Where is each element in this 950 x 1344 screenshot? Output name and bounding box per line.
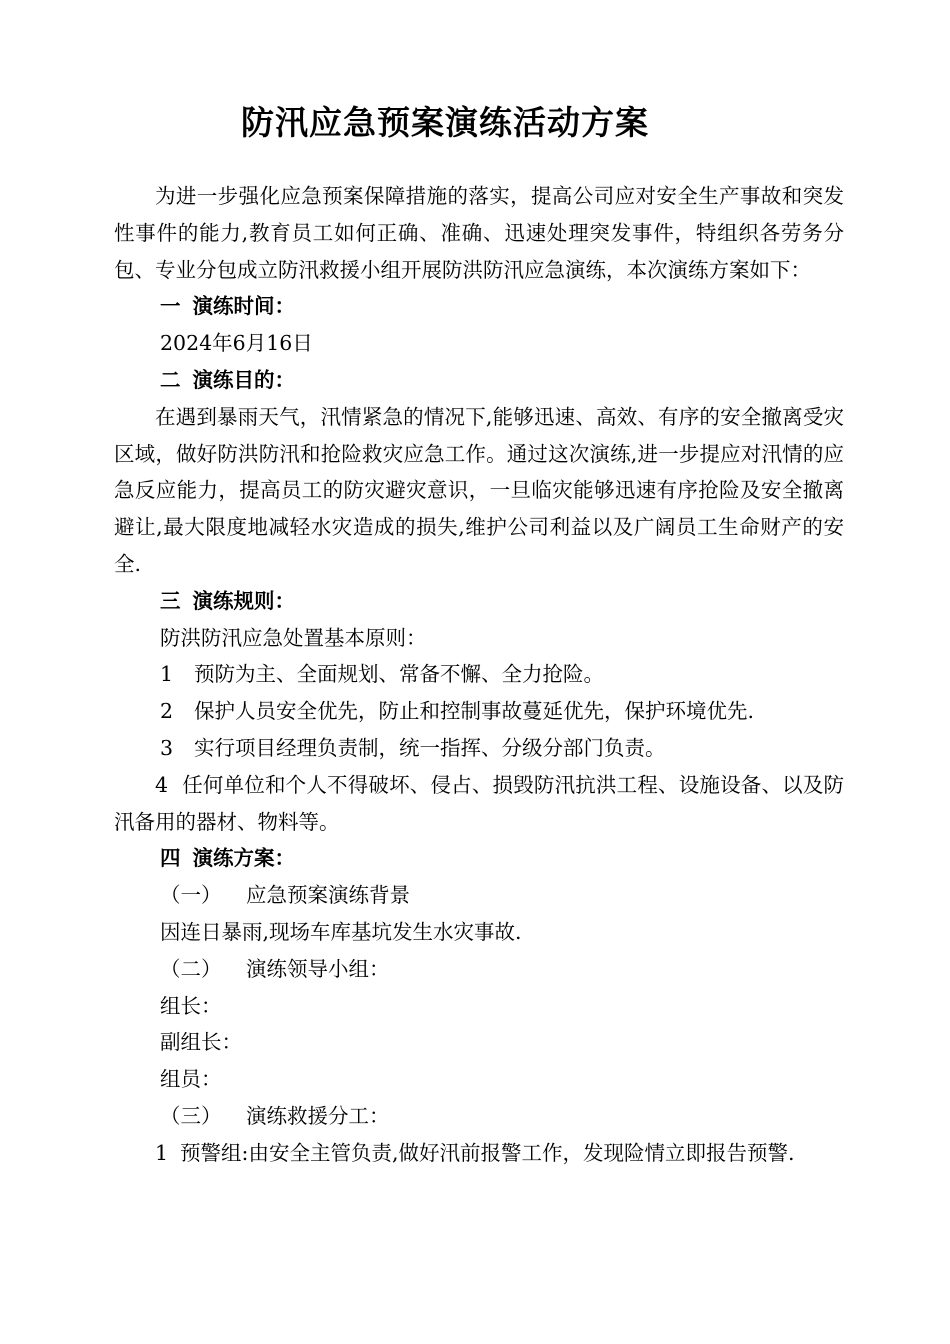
rescue-item <box>114 1135 844 1172</box>
drill-background: 因连日暴雨,现场车库基坑发生水灾事故. <box>160 919 522 944</box>
subsection-1-title: 应急预案演练背景 <box>246 883 410 908</box>
rule-text: 预防为主、全面规划、常备不懈、全力抢险。 <box>194 662 604 687</box>
rule-text: 实行项目经理负责制，统一指挥、分级分部门负责。 <box>194 735 666 760</box>
section-1-number: 一 <box>160 294 181 319</box>
subsection-2-number: （二） <box>160 956 222 981</box>
document-body <box>114 178 844 1172</box>
rule-number: 3 <box>160 735 174 760</box>
section-4-number: 四 <box>160 846 181 871</box>
section-2-title: 演练目的： <box>192 367 295 392</box>
section-3-number: 三 <box>160 588 181 613</box>
rule-number: 1 <box>160 662 174 687</box>
rule-item <box>114 767 844 841</box>
rescue-item-number: 1 <box>155 1140 169 1165</box>
rule-text: 保护人员安全优先，防止和控制事故蔓延优先，保护环境优先. <box>194 699 755 724</box>
intro-paragraph: 为进一步强化应急预案保障措施的落实，提高公司应对安全生产事故和突发性事件的能力,教育员工如何正确、准确、迅速处理突发事件，特组织各劳务分包、专业分包成立防汛救援小组开展防洪防汛应急演练，本次演练方案如下： <box>114 184 844 282</box>
document-title: 防汛应急预案演练活动方案 <box>241 103 649 142</box>
subsection-2-heading <box>114 951 844 988</box>
section-4-title: 演练方案： <box>192 846 295 871</box>
rule-number: 4 <box>155 772 169 797</box>
rule-number: 2 <box>160 699 174 724</box>
subsection-3-heading <box>114 1098 844 1135</box>
section-2-number: 二 <box>160 367 181 392</box>
section-1-heading <box>114 288 844 325</box>
subsection-3-title: 演练救援分工： <box>246 1103 390 1128</box>
team-leader-line: 组长： <box>160 993 222 1018</box>
section-4-heading <box>114 840 844 877</box>
subsection-3-number: （三） <box>160 1103 222 1128</box>
section-3-heading <box>114 583 844 620</box>
section-1-title: 演练时间： <box>192 294 295 319</box>
rule-item <box>114 693 844 730</box>
subsection-2-title: 演练领导小组： <box>246 956 390 981</box>
section-2-heading <box>114 362 844 399</box>
deputy-leader-line: 副组长： <box>160 1030 242 1055</box>
subsection-1-heading <box>114 877 844 914</box>
section-3-title: 演练规则： <box>192 588 295 613</box>
rules-lead: 防洪防汛应急处置基本原则： <box>160 625 427 650</box>
drill-purpose-paragraph: 在遇到暴雨天气，汛情紧急的情况下,能够迅速、高效、有序的安全撤离受灾区域，做好防洪防汛和抢险救灾应急工作。通过这次演练,进一步提应对汛情的应急反应能力，提高员工的防灾避灾意识，一旦临灾能够迅速有序抢险及安全撤离避让,最大限度地减轻水灾造成的损失,维护公司利益以及广阔员工生命财产的安全. <box>114 404 844 576</box>
rule-item <box>114 730 844 767</box>
drill-date: 2024年6月16日 <box>160 331 313 356</box>
subsection-1-number: （一） <box>160 883 222 908</box>
rule-item <box>114 656 844 693</box>
rule-text: 任何单位和个人不得破坏、侵占、损毁防汛抗洪工程、设施设备、以及防汛备用的器材、物料等。 <box>114 772 844 834</box>
rescue-item-text: 预警组:由安全主管负责,做好汛前报警工作，发现险情立即报告预警. <box>180 1140 795 1165</box>
team-members-line: 组员： <box>160 1067 222 1092</box>
